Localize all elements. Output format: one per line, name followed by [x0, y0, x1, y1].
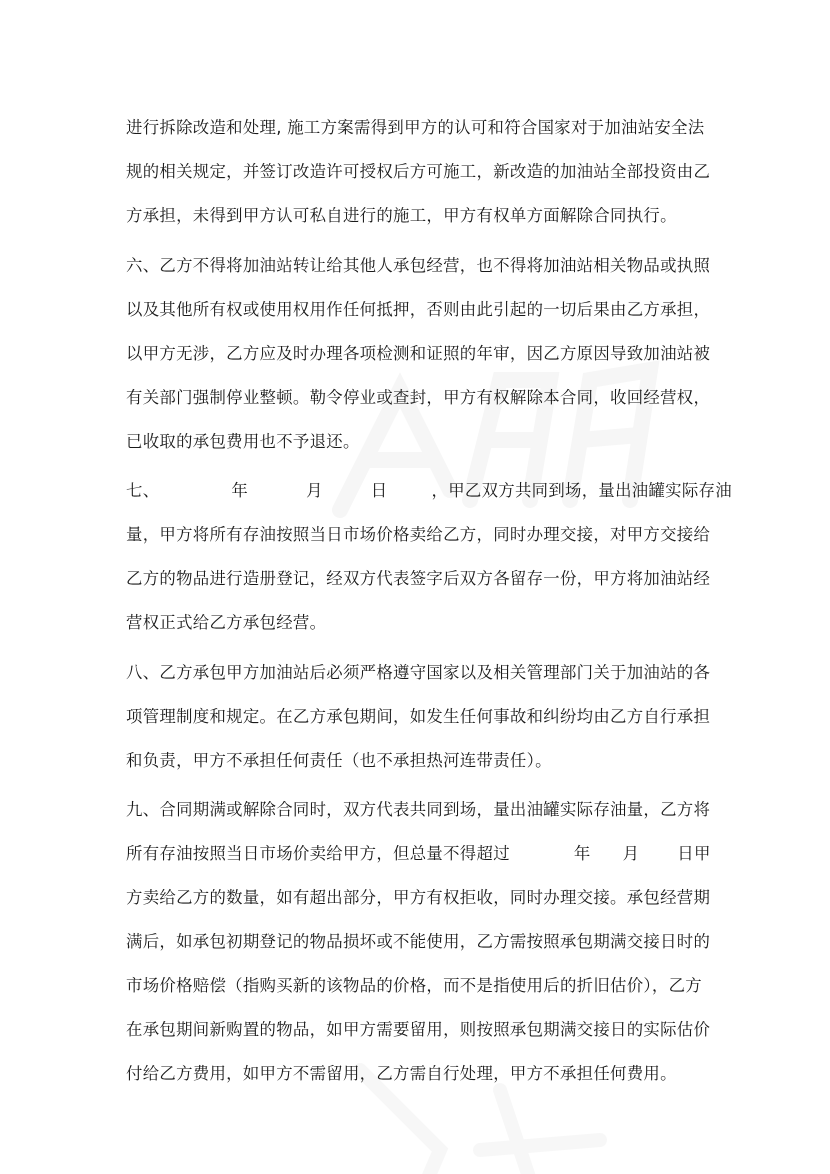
text-line: 进行拆除改造和处理, 施工方案需得到甲方的认可和符合国家对于加油站安全法	[126, 118, 705, 137]
text-line: 满后，如承包初期登记的物品损坏或不能使用，乙方需按照承包期满交接日时的	[126, 932, 711, 951]
text-segment: ，甲乙双方共同到场，量出油罐实际存油	[431, 481, 732, 500]
year-label: 年	[573, 844, 591, 863]
text-line: 在承包期间新购置的物品，如甲方需要留用，则按照承包期满交接日的实际估价	[126, 1020, 711, 1039]
document-body	[126, 106, 732, 1102]
day-label: 日	[370, 481, 388, 500]
text-line: 八、乙方承包甲方加油站后必须严格遵守国家以及相关管理部门关于加油站的各	[126, 662, 711, 682]
text-line: 已收取的承包费用也不予退还。	[126, 431, 360, 451]
paragraph-8	[126, 651, 716, 783]
text-line: 九、合同期满或解除合同时，双方代表共同到场，量出油罐实际存油量，乙方将	[126, 800, 711, 819]
text-line: 方承担，未得到甲方认可私自进行的施工，甲方有权单方面解除合同执行。	[126, 206, 677, 225]
date-line	[126, 469, 732, 513]
paragraph-7	[126, 469, 732, 645]
paragraph-6	[126, 244, 716, 464]
text-line: 市场价格赔偿（指购买新的该物品的价格，而不是指使用后的折旧估价），乙方	[126, 976, 702, 995]
clause-number: 七、	[126, 481, 160, 500]
date-line	[126, 832, 716, 876]
paragraph-9	[126, 788, 716, 1096]
text-line: 付给乙方费用，如甲方不需留用，乙方需自行处理，甲方不承担任何费用。	[126, 1064, 677, 1083]
paragraph-5-continuation	[126, 106, 716, 238]
day-label: 日甲	[677, 844, 711, 863]
text-line: 以及其他所有权或使用权用作任何抵押，否则由此引起的一切后果由乙方承担，	[126, 299, 711, 319]
text-line: 乙方的物品进行造册登记，经双方代表签字后双方各留存一份，甲方将加油站经	[126, 569, 711, 588]
text-segment: 所有存油按照当日市场价卖给甲方，但总量不得超过	[126, 844, 510, 863]
text-line: 项管理制度和规定。在乙方承包期间，如发生任何事故和纠纷均由乙方自行承担	[126, 706, 711, 726]
month-label: 月	[622, 844, 640, 863]
text-line: 六、乙方不得将加油站转让给其他人承包经营，也不得将加油站相关物品或执照	[126, 255, 711, 275]
text-line: 方卖给乙方的数量，如有超出部分，甲方有权拒收，同时办理交接。承包经营期	[126, 888, 711, 907]
text-line: 有关部门强制停业整顿。勒令停业或查封，甲方有权解除本合同，收回经营权，	[126, 387, 711, 407]
text-line: 规的相关规定，并签订改造许可授权后方可施工，新改造的加油站全部投资由乙	[126, 162, 711, 181]
text-line: 和负责，甲方不承担任何责任（也不承担热河连带责任）。	[126, 750, 552, 770]
month-label: 月	[306, 481, 323, 500]
text-line: 以甲方无涉，乙方应及时办理各项检测和证照的年审，因乙方原因导致加油站被	[126, 343, 711, 363]
text-line: 营权正式给乙方承包经营。	[126, 613, 327, 632]
text-line: 量，甲方将所有存油按照当日市场价格卖给乙方，同时办理交接，对甲方交接给	[126, 525, 711, 544]
year-label: 年	[231, 481, 249, 500]
